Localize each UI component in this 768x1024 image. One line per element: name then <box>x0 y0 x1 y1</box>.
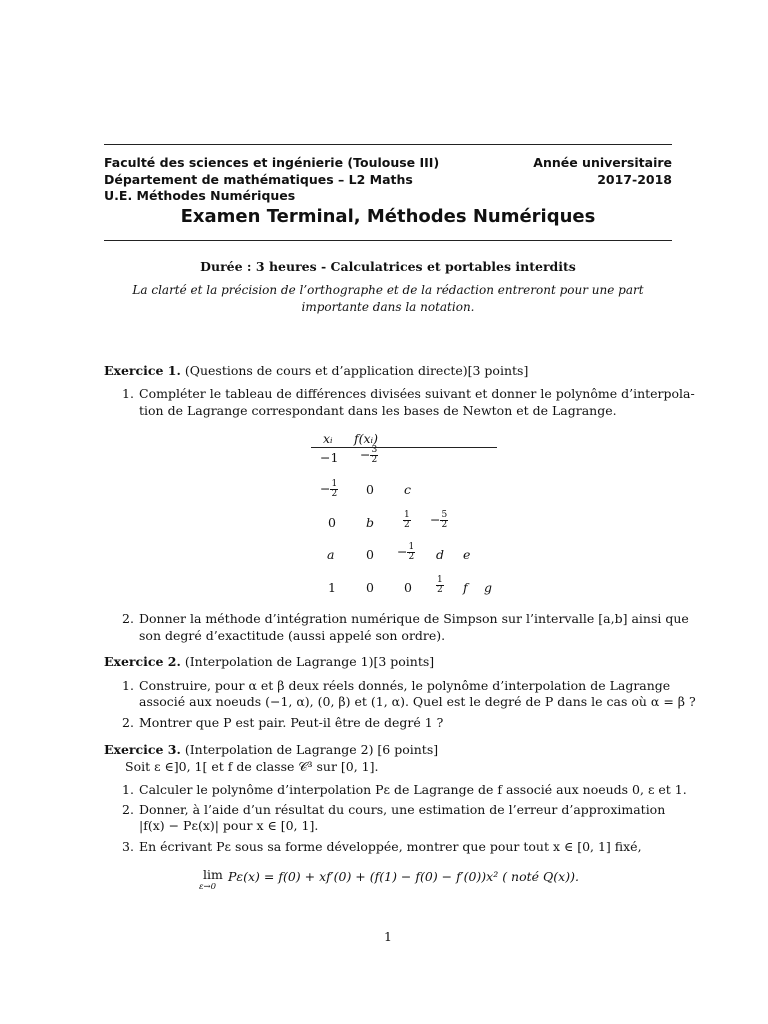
exercise-2-description: (Interpolation de Lagrange 1)[3 points] <box>184 654 435 669</box>
academic-year: 2017-2018 <box>597 172 672 187</box>
ex2-q2-number: 2. <box>122 715 134 730</box>
page-number: 1 <box>384 929 392 944</box>
ex3-q2-number: 2. <box>122 802 134 817</box>
row3-dd1 <box>403 511 411 530</box>
row5-dd1: 0 <box>404 580 412 595</box>
header-rule-top <box>104 144 672 145</box>
exam-title: Examen Terminal, Méthodes Numériques <box>180 206 596 227</box>
exercise-3-description: (Interpolation de Lagrange 2) [6 points] <box>184 742 439 757</box>
row2-x-den: 2 <box>331 489 338 499</box>
header-rule-bottom <box>104 240 672 241</box>
table-header-rule <box>311 447 497 448</box>
ex1-q1-line2: tion de Lagrange correspondant dans les bases de Newton et de Lagrange. <box>139 403 617 418</box>
row4-dd1 <box>397 543 415 562</box>
row3-dd1-num: 1 <box>404 510 410 520</box>
row4-d: d <box>436 547 445 562</box>
limit-formula-body: Pε(x) = f(0) + xf′(0) + (f(1) − f(0) − f′(0))x² ( noté Q(x)). <box>228 869 579 884</box>
row1-fx <box>360 446 378 465</box>
row2-x <box>320 480 338 499</box>
limit-operator: lim <box>203 867 223 882</box>
exercise-2-label: Exercice 2. <box>104 654 181 669</box>
row4-a: a <box>327 547 335 562</box>
clarity-notice-line1: La clarté et la précision de l’orthographe et de la rédaction entreront pour une part <box>132 283 644 297</box>
exercise-3-heading <box>104 742 438 757</box>
row3-dd2-den: 2 <box>441 520 448 530</box>
row5-dd2 <box>436 576 444 595</box>
row1-fx-num: 3 <box>371 445 378 455</box>
limit-subscript: ε→0 <box>199 882 217 892</box>
ex1-q2-line1: Donner la méthode d’intégration numérique de Simpson sur l’intervalle [a,b] ainsi que <box>139 611 689 626</box>
row5-g: g <box>484 580 493 595</box>
row1-x: −1 <box>320 450 339 465</box>
department-name: Département de mathématiques – L2 Maths <box>104 172 413 187</box>
ex3-intro: Soit ε ∈]0, 1[ et f de classe 𝒞³ sur [0, 1]. <box>125 759 379 774</box>
ex1-q1-number: 1. <box>122 386 134 401</box>
ue-name: U.E. Méthodes Numériques <box>104 188 296 203</box>
row5-f: f <box>463 580 468 595</box>
duration-notice: Durée : 3 heures - Calculatrices et portables interdits <box>200 259 576 274</box>
row4-dd1-sign: − <box>397 544 408 559</box>
row2-x-sign: − <box>320 481 331 496</box>
row2-c: c <box>404 482 412 497</box>
row1-fx-den: 2 <box>371 455 378 465</box>
row4-e: e <box>463 547 471 562</box>
ex3-q2-line1: Donner, à l’aide d’un résultat du cours, une estimation de l’erreur d’approximation <box>139 802 666 817</box>
ex2-q2-line1: Montrer que P est pair. Peut-il être de degré 1 ? <box>139 715 444 730</box>
row3-dd2-sign: − <box>430 512 441 527</box>
row4-dd1-den: 2 <box>408 552 415 562</box>
row3-dd1-den: 2 <box>404 520 410 530</box>
row5-dd2-num: 1 <box>437 575 443 585</box>
ex2-q1-number: 1. <box>122 678 134 693</box>
table-header-fxi: f(xᵢ) <box>354 431 378 446</box>
year-label: Année universitaire <box>533 155 672 170</box>
row3-b: b <box>366 515 375 530</box>
row3-dd2-num: 5 <box>441 510 448 520</box>
row5-dd2-den: 2 <box>437 585 443 595</box>
exercise-1-description: (Questions de cours et d’application directe)[3 points] <box>184 363 529 378</box>
ex1-q2-number: 2. <box>122 611 134 626</box>
row1-fx-sign: − <box>360 447 371 462</box>
ex3-q3-line1: En écrivant Pε sous sa forme développée, montrer que pour tout x ∈ [0, 1] fixé, <box>139 839 642 854</box>
row3-dd2 <box>430 511 448 530</box>
row5-x: 1 <box>328 580 336 595</box>
ex1-q2-line2: son degré d’exactitude (aussi appelé son ordre). <box>139 628 446 643</box>
exercise-1-heading <box>104 363 528 378</box>
row4-fx: 0 <box>366 547 374 562</box>
ex3-q2-line2: |f(x) − Pε(x)| pour x ∈ [0, 1]. <box>139 818 319 833</box>
ex3-q3-number: 3. <box>122 839 134 854</box>
exercise-2-heading <box>104 654 434 669</box>
ex2-q1-line2: associé aux noeuds (−1, α), (0, β) et (1, α). Quel est le degré de P dans le cas où α = β ? <box>139 694 696 709</box>
row2-x-num: 1 <box>331 479 338 489</box>
ex3-q1-number: 1. <box>122 782 134 797</box>
table-header-xi: xᵢ <box>323 431 333 446</box>
ex3-q1-line1: Calculer le polynôme d’interpolation Pε de Lagrange de f associé aux noeuds 0, ε et 1. <box>139 782 687 797</box>
row3-x: 0 <box>328 515 336 530</box>
row2-fx: 0 <box>366 482 374 497</box>
exercise-1-label: Exercice 1. <box>104 363 181 378</box>
ex2-q1-line1: Construire, pour α et β deux réels donnés, le polynôme d’interpolation de Lagrange <box>139 678 671 693</box>
row4-dd1-num: 1 <box>408 542 415 552</box>
row5-fx: 0 <box>366 580 374 595</box>
exercise-3-label: Exercice 3. <box>104 742 181 757</box>
faculty-name: Faculté des sciences et ingénierie (Toulouse III) <box>104 155 440 170</box>
clarity-notice-line2: importante dans la notation. <box>301 300 475 314</box>
ex1-q1-line1: Compléter le tableau de différences divisées suivant et donner le polynôme d’interpola- <box>139 386 695 401</box>
